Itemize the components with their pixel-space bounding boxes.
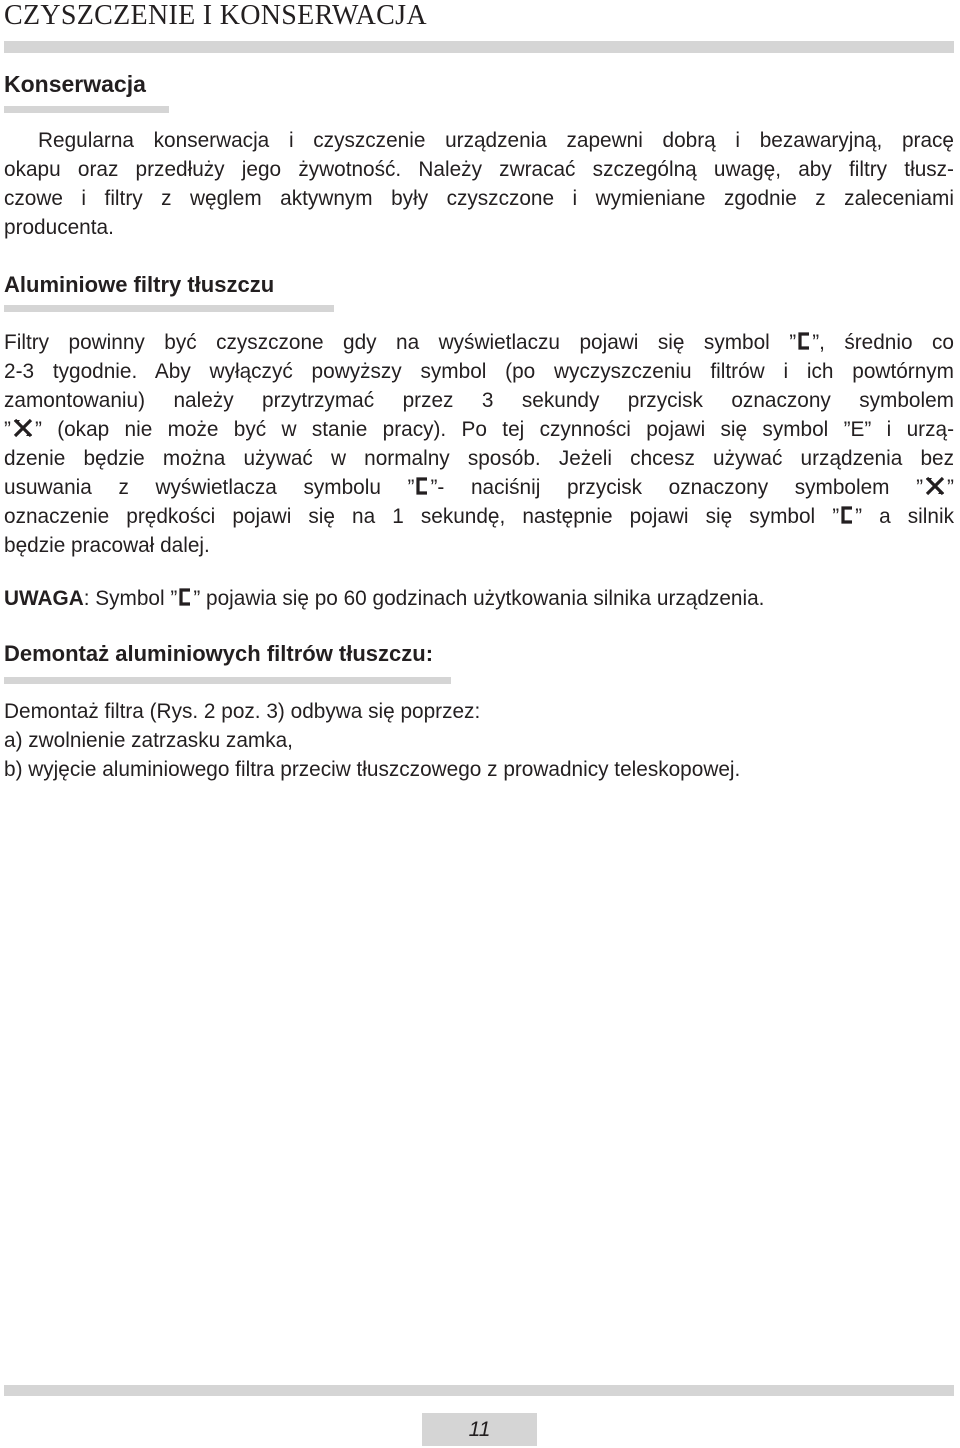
text-line: b) wyjęcie aluminiowego filtra przeciw tłuszczowego z prowadnicy teleskopowej. [4, 758, 741, 781]
heading-bar-aluminiowe [4, 305, 334, 312]
text-segment: usuwania z wyświetlacza symbolu ” [4, 476, 415, 499]
text-line: Demontaż filtra (Rys. 2 poz. 3) odbywa się poprzez: [4, 700, 481, 723]
text-line: okapu oraz przedłuży jego żywotność. Należy zwracać szczególną uwagę, aby filtry tłusz- [4, 158, 954, 181]
text-segment: ”- naciśnij przycisk oznaczony symbolem ” [430, 476, 924, 499]
text-segment: ” [4, 418, 11, 441]
heading-bar-konserwacja [4, 106, 169, 113]
footer-rule [4, 1385, 954, 1396]
filter-c-icon [177, 587, 193, 607]
text-segment: ” (okap nie może być w stanie pracy). Po tej czynności pojawi się symbol ”E” i urzą- [34, 418, 954, 441]
text-segment: ” [947, 476, 954, 499]
text-line: a) zwolnienie zatrzasku zamka, [4, 729, 293, 752]
page-title: CZYSZCZENIE I KONSERWACJA [4, 0, 427, 31]
filter-c-icon [414, 476, 430, 496]
fan-icon [11, 418, 35, 438]
text-line: producenta. [4, 216, 114, 239]
heading-bar-demontaz [4, 677, 451, 684]
text-segment: ” pojawia się po 60 godzinach użytkowania silnika urządzenia. [193, 587, 765, 610]
text-line: będzie pracował dalej. [4, 534, 210, 557]
text-segment: ”, średnio co [812, 331, 954, 354]
fan-icon [923, 476, 947, 496]
text-segment: : Symbol ” [83, 587, 178, 610]
text-line [4, 473, 954, 502]
uwaga-note [4, 584, 764, 613]
text-line [4, 502, 954, 531]
heading-demontaz: Demontaż aluminiowych filtrów tłuszczu: [4, 641, 434, 666]
text-line: 2-3 tygodnie. Aby wyłączyć powyższy symbol (po wyczyszczeniu filtrów i ich powtórnym [4, 360, 954, 383]
paragraph-aluminiowe [4, 328, 954, 560]
filter-c-icon [796, 331, 812, 351]
text-segment: Filtry powinny być czyszczone gdy na wyświetlaczu pojawi się symbol ” [4, 331, 797, 354]
text-line: dzenie będzie można używać w normalny sposób. Jeżeli chcesz używać urządzenia bez [4, 447, 954, 470]
text-line: zamontowaniu) należy przytrzymać przez 3 sekundy przycisk oznaczony symbolem [4, 389, 954, 412]
paragraph-konserwacja [4, 126, 954, 242]
text-line: czowe i filtry z węglem aktywnym były czyszczone i wymieniane zgodnie z zaleceniami [4, 187, 954, 210]
text-line [4, 415, 954, 444]
page-number: 11 [422, 1413, 537, 1446]
text-segment: oznaczenie prędkości pojawi się na 1 sekundę, następnie pojawi się symbol ” [4, 505, 840, 528]
text-line [4, 328, 954, 357]
text-line: Regularna konserwacja i czyszczenie urządzenia zapewni dobrą i bezawaryjną, pracę [38, 129, 954, 152]
filter-c-icon [839, 505, 855, 525]
heading-konserwacja: Konserwacja [4, 71, 146, 97]
title-rule [4, 41, 954, 53]
uwaga-label: UWAGA [4, 587, 84, 610]
heading-aluminiowe: Aluminiowe filtry tłuszczu [4, 272, 275, 297]
text-segment: ” a silnik [855, 505, 954, 528]
